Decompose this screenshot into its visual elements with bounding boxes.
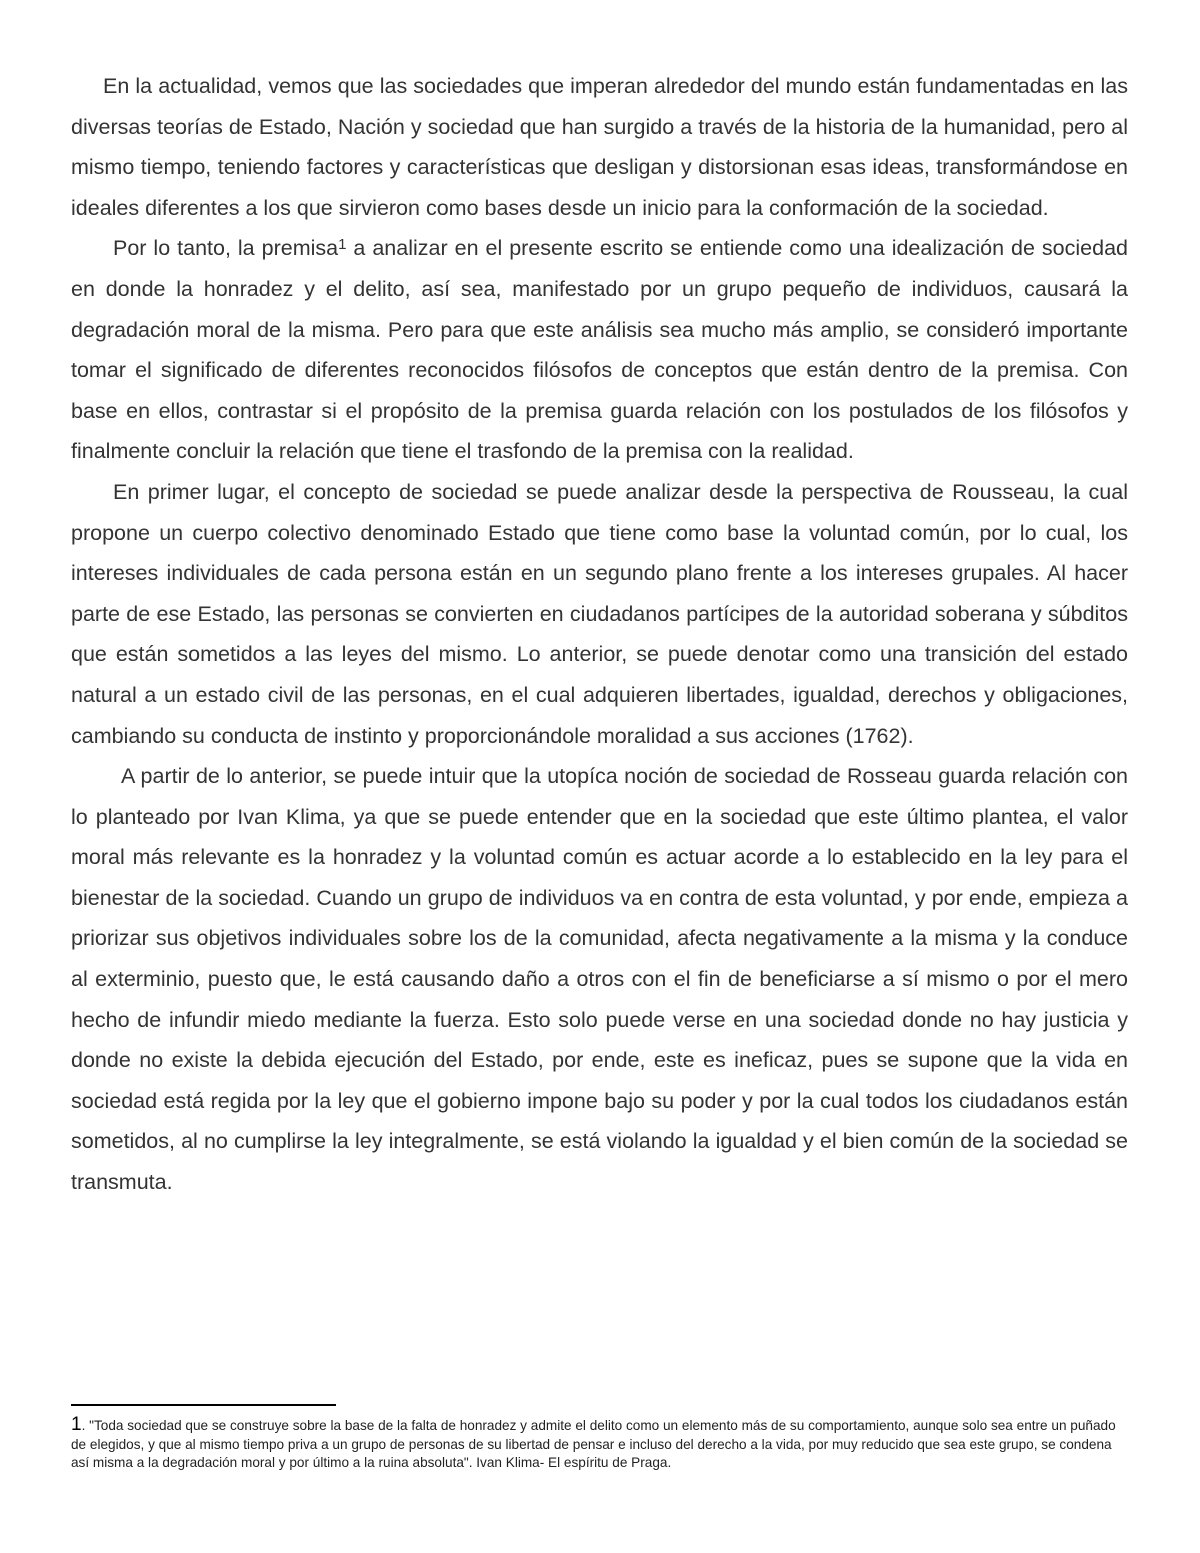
footnote-number: 1 (71, 1414, 82, 1435)
footnote-separator (71, 1404, 336, 1406)
paragraph-rousseau-text: En primer lugar, el concepto de sociedad se puede analizar desde la perspectiva de Rousseau, la cual propone un cuerpo colectivo denominado Estado que tiene como base la voluntad común, por lo cual, los intereses individuales de cada persona están en un segundo plano frente a los intereses grupales. Al hacer parte de ese Estado, las personas se convierten en ciudadanos partícipes de la autoridad soberana y súbditos que están sometidos a las leyes del mismo. Lo anterior, se puede denotar como una transición del estado natural a un estado civil de las personas, en el cual adquieren libertades, igualdad, derechos y obligaciones, cambiando su conducta de instinto y proporcionándole moralidad a sus acciones (1762). (71, 479, 1128, 748)
footnote-text: "Toda sociedad que se construye sobre la base de la falta de honradez y admite el delito como un elemento más de su comportamiento, aunque solo sea entre un puñado de elegidos, y que al mismo tiempo priva a un grupo de personas de su libertad de pensar e incluso del derecho a la vida, por muy reducido que sea este grupo, se condena así misma a la degradación moral y por último a la ruina absoluta". Ivan Klima- El espíritu de Praga. (71, 1418, 1116, 1470)
paragraph-introduction (71, 66, 1128, 228)
essay-body (71, 66, 1128, 1203)
paragraph-klima-text: A partir de lo anterior, se puede intuir que la utopíca noción de sociedad de Rosseau guarda relación con lo planteado por Ivan Klima, ya que se puede entender que en la sociedad que este último plantea, el valor moral más relevante es la honradez y la voluntad común es actuar acorde a lo establecido en la ley para el bienestar de la sociedad. Cuando un grupo de individuos va en contra de esta voluntad, y por ende, empieza a priorizar sus objetivos individuales sobre los de la comunidad, afecta negativamente a la misma y la conduce al exterminio, puesto que, le está causando daño a otros con el fin de beneficiarse a sí mismo o por el mero hecho de infundir miedo mediante la fuerza. Esto solo puede verse en una sociedad donde no hay justicia y donde no existe la debida ejecución del Estado, por ende, este es ineficaz, pues se supone que la vida en sociedad está regida por la ley que el gobierno impone bajo su poder y por la cual todos los ciudadanos están sometidos, al no cumplirse la ley integralmente, se está violando la igualdad y el bien común de la sociedad se transmuta. (71, 764, 1128, 1195)
footnote-separator-mark: . (81, 1418, 86, 1433)
footnote (71, 1416, 1128, 1473)
paragraph-rousseau (71, 472, 1128, 756)
paragraph-introduction-text: En la actualidad, vemos que las sociedades que imperan alrededor del mundo están fundamentadas en las diversas teorías de Estado, Nación y sociedad que han surgido a través de la historia de la humanidad, pero al mismo tiempo, teniendo factores y características que desligan y distorsionan esas ideas, transformándose en ideales diferentes a los que sirvieron como bases desde un inicio para la conformación de la sociedad. (71, 74, 1128, 220)
paragraph-premise-text-after: a analizar en el presente escrito se entiende como una idealización de sociedad en donde la honradez y el delito, así sea, manifestado por un grupo pequeño de individuos, causará la degradación moral de la misma. Pero para que este análisis sea mucho más amplio, se consideró importante tomar el significado de diferentes reconocidos filósofos de conceptos que están dentro de la premisa. Con base en ellos, contrastar si el propósito de la premisa guarda relación con los postulados de los filósofos y finalmente concluir la relación que tiene el trasfondo de la premisa con la realidad. (71, 236, 1128, 464)
paragraph-premise-text-before: Por lo tanto, la premisa (113, 236, 339, 261)
paragraph-klima (71, 756, 1128, 1203)
footnote-reference-1[interactable]: 1 (338, 236, 347, 254)
paragraph-premise (71, 228, 1128, 472)
